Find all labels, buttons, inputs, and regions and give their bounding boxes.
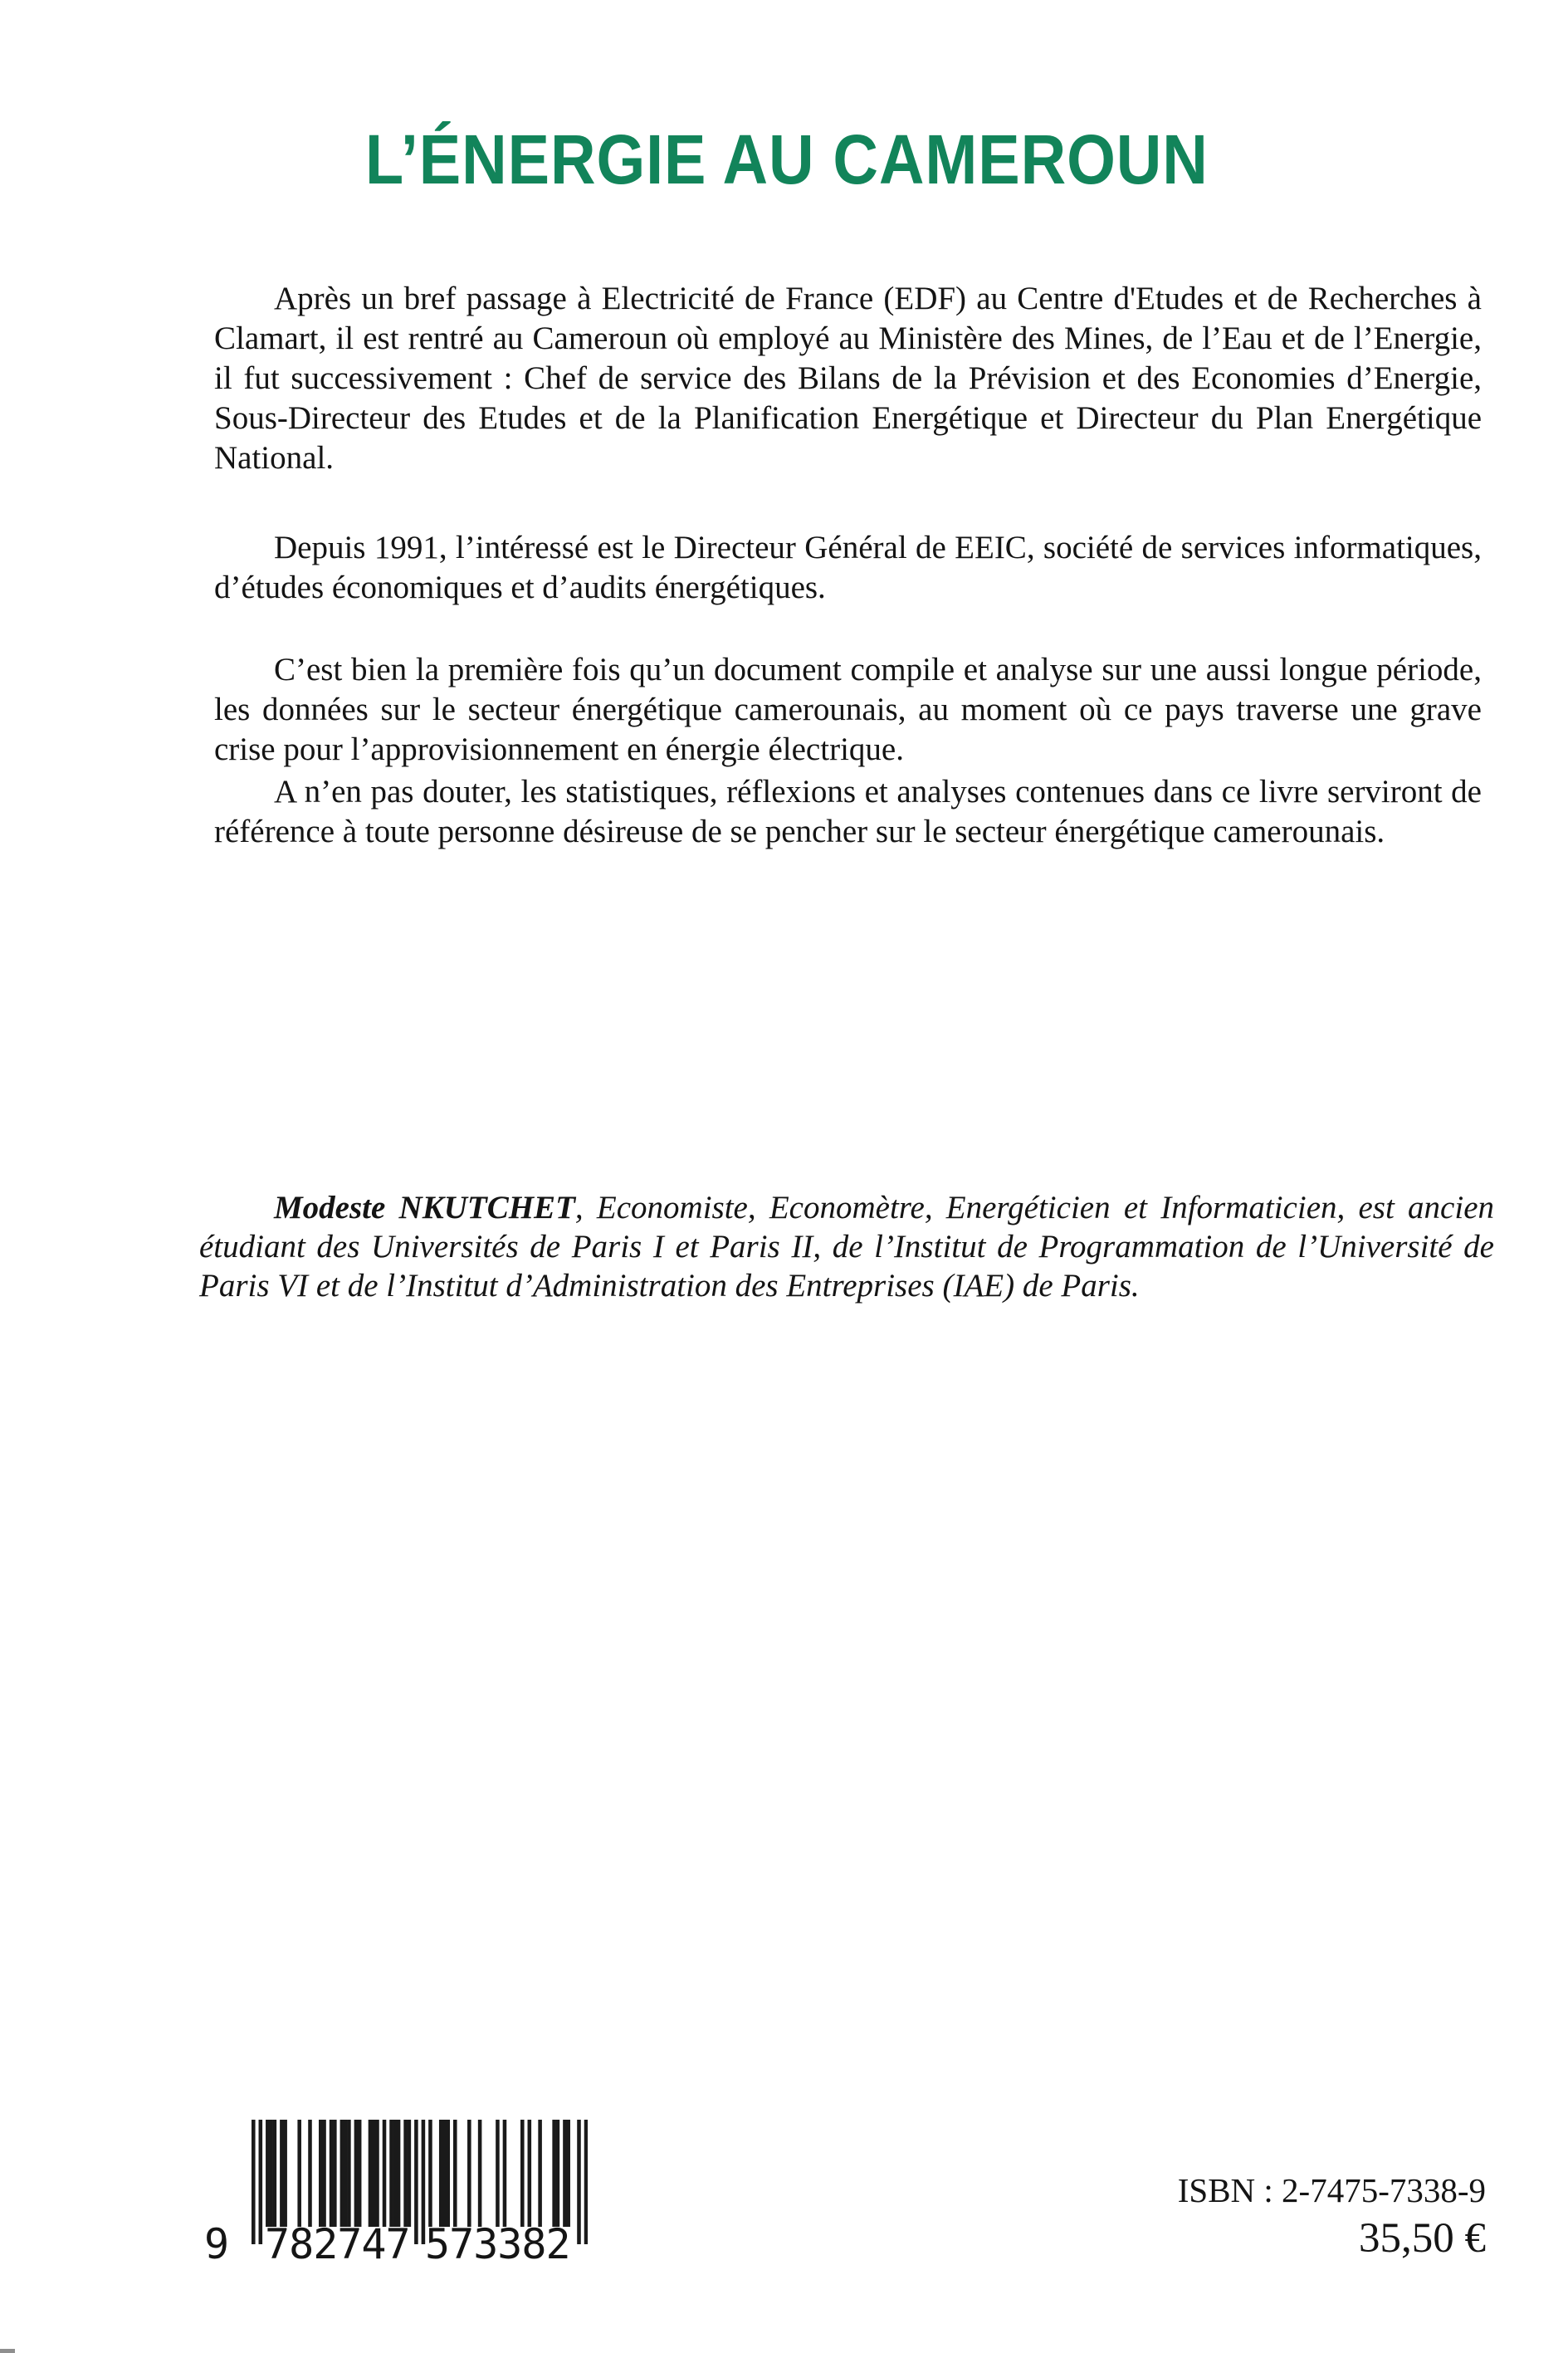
paragraph-since-1991: Depuis 1991, l’intéressé est le Directeur Général de EEIC, société de services informatiques, d’études économiques et d’audits énergétiques. — [214, 530, 1482, 605]
scan-artifact-mark — [0, 2349, 15, 2353]
price-text: 35,50 € — [1359, 2215, 1486, 2262]
paragraph-career: Après un bref passage à Electricité de France (EDF) au Centre d'Etudes et de Recherches à Clamart, il est rentré au Cameroun où employé au Ministère des Mines, de l’Eau et de l’Energie, il fut successivement : Chef de service des Bilans de la Prévision et des Economies d’Energie, Sous-Directeur des Etudes et de la Planification Energétique et Directeur du Plan Energétique National. — [214, 281, 1482, 476]
paragraph-reference: A n’en pas douter, les statistiques, réflexions et analyses contenues dans ce livre serviront de référence à toute personne désireuse de se pencher sur le secteur énergétique camerounais. — [214, 774, 1482, 849]
barcode-leading-digit: 9 — [204, 2220, 229, 2268]
barcode-digits-left: 782747 — [265, 2220, 410, 2268]
barcode-digits-right: 573382 — [425, 2220, 570, 2268]
author-name: Modeste NKUTCHET — [274, 1190, 575, 1225]
isbn-text: ISBN : 2-7475-7338-9 — [1177, 2171, 1486, 2209]
paragraph-first-compilation: C’est bien la première fois qu’un document compile et analyse sur une aussi longue période, les données sur le secteur énergétique camerounais, au moment où ce pays traverse une grave crise pour l’approvisionnement en énergie électrique. — [214, 652, 1482, 767]
author-bio — [199, 1188, 1494, 1305]
author-bio-text: , Economiste, Economètre, Energéticien et Informaticien, est ancien étudiant des Universités de Paris I et Paris II, de l’Institut de Programmation de l’Université de Paris VI et de l’Institut d’Administration des Entreprises (IAE) de Paris. — [199, 1190, 1494, 1304]
synopsis — [214, 279, 1482, 852]
book-title: L’ÉNERGIE AU CAMEROUN — [365, 120, 1209, 198]
